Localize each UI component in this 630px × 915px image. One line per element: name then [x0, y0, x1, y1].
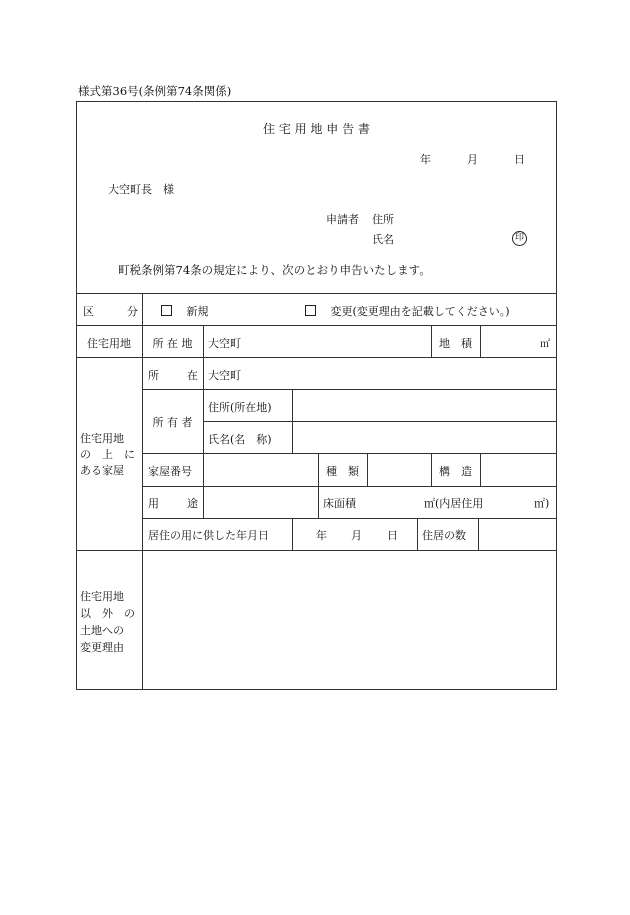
residence-date-label: 居住の用に供した年月日 [148, 529, 269, 542]
residence-date-month: 月 [351, 529, 362, 542]
checkbox-change-box[interactable] [305, 305, 316, 316]
reason-label [80, 588, 138, 656]
reason-label-line-2: 以 外 の [80, 607, 135, 620]
residence-count-label: 住居の数 [422, 529, 466, 542]
frame-top [76, 101, 557, 102]
checkbox-new-label: 新規 [186, 305, 209, 318]
rule-number-bottom [142, 486, 557, 487]
reason-input-area[interactable] [143, 551, 556, 689]
floor-area-unit: ㎡(内居住用 [424, 497, 484, 510]
rule-date-end-col [417, 518, 418, 550]
rule-header-bottom [76, 293, 557, 294]
rule-land-col3 [480, 325, 481, 357]
reason-label-line-4: 変更理由 [80, 641, 124, 654]
date-year: 年 [420, 153, 431, 166]
rule-use-bottom [142, 518, 557, 519]
owner-name-label: 氏名(名 称) [208, 433, 272, 446]
date-day: 日 [514, 153, 525, 166]
land-area-label: 地 積 [439, 337, 472, 350]
rule-house-location-bottom [142, 389, 557, 390]
form-title: 住 宅 用 地 申 告 書 [263, 122, 370, 136]
land-label: 住宅用地 [87, 337, 131, 350]
applicant-name-label: 氏名 [372, 233, 394, 246]
form-number: 様式第36号(条例第74条関係) [78, 84, 232, 98]
house-label-line-3: ある家屋 [80, 464, 124, 477]
house-structure-label: 構 造 [439, 465, 472, 478]
floor-area-label: 床面積 [323, 497, 356, 510]
residence-date-day: 日 [387, 529, 398, 542]
house-number-label: 家屋番号 [148, 465, 192, 478]
rule-owner-col [292, 389, 293, 453]
land-location-value: 大空町 [208, 337, 241, 350]
reason-label-line-3: 土地への [80, 624, 124, 637]
rule-house-col1 [203, 357, 204, 518]
owner-label: 所 有 者 [152, 416, 193, 429]
date-month: 月 [467, 153, 478, 166]
house-use-label: 用 途 [148, 497, 198, 510]
frame-bottom [76, 689, 557, 690]
residence-date-year: 年 [316, 529, 327, 542]
frame-left [76, 101, 77, 690]
checkbox-new[interactable] [161, 303, 209, 319]
rule-date-col [292, 518, 293, 550]
applicant-address-label: 住所 [372, 213, 394, 226]
rule-structure-val-col [480, 453, 481, 486]
rule-count-col [478, 518, 479, 550]
reason-label-line-1: 住宅用地 [80, 590, 124, 603]
checkbox-change-label: 変更(変更理由を記載してください。) [330, 305, 510, 318]
rule-land-col1 [203, 325, 204, 357]
rule-land-bottom [76, 357, 557, 358]
house-location-label: 所 在 [148, 369, 198, 382]
category-label: 区 分 [83, 305, 138, 318]
frame-right [556, 101, 557, 690]
house-location-value: 大空町 [208, 369, 241, 382]
owner-address-label: 住所(所在地) [208, 401, 272, 414]
declaration-statement: 町税条例第74条の規定により、次のとおり申告いたします。 [118, 263, 431, 277]
house-label-line-1: 住宅用地 [80, 432, 124, 445]
rule-kind-col [367, 453, 368, 486]
rule-owner-mid [203, 421, 557, 422]
land-location-label: 所 在 地 [152, 337, 193, 350]
seal-text: 印 [512, 231, 527, 246]
rule-category-bottom [76, 325, 557, 326]
house-label-line-2: の 上 に [80, 448, 135, 461]
addressee: 大空町長 様 [108, 183, 174, 196]
applicant-label: 申請者 [326, 213, 359, 226]
seal-mark [512, 230, 527, 246]
house-kind-label: 種 類 [326, 465, 359, 478]
land-area-unit: ㎡ [540, 339, 550, 350]
rule-owner-bottom [142, 453, 557, 454]
checkbox-change[interactable] [305, 303, 510, 319]
house-block-label [80, 431, 138, 479]
floor-area-unit-close: ㎡) [534, 497, 550, 510]
checkbox-new-box[interactable] [161, 305, 172, 316]
